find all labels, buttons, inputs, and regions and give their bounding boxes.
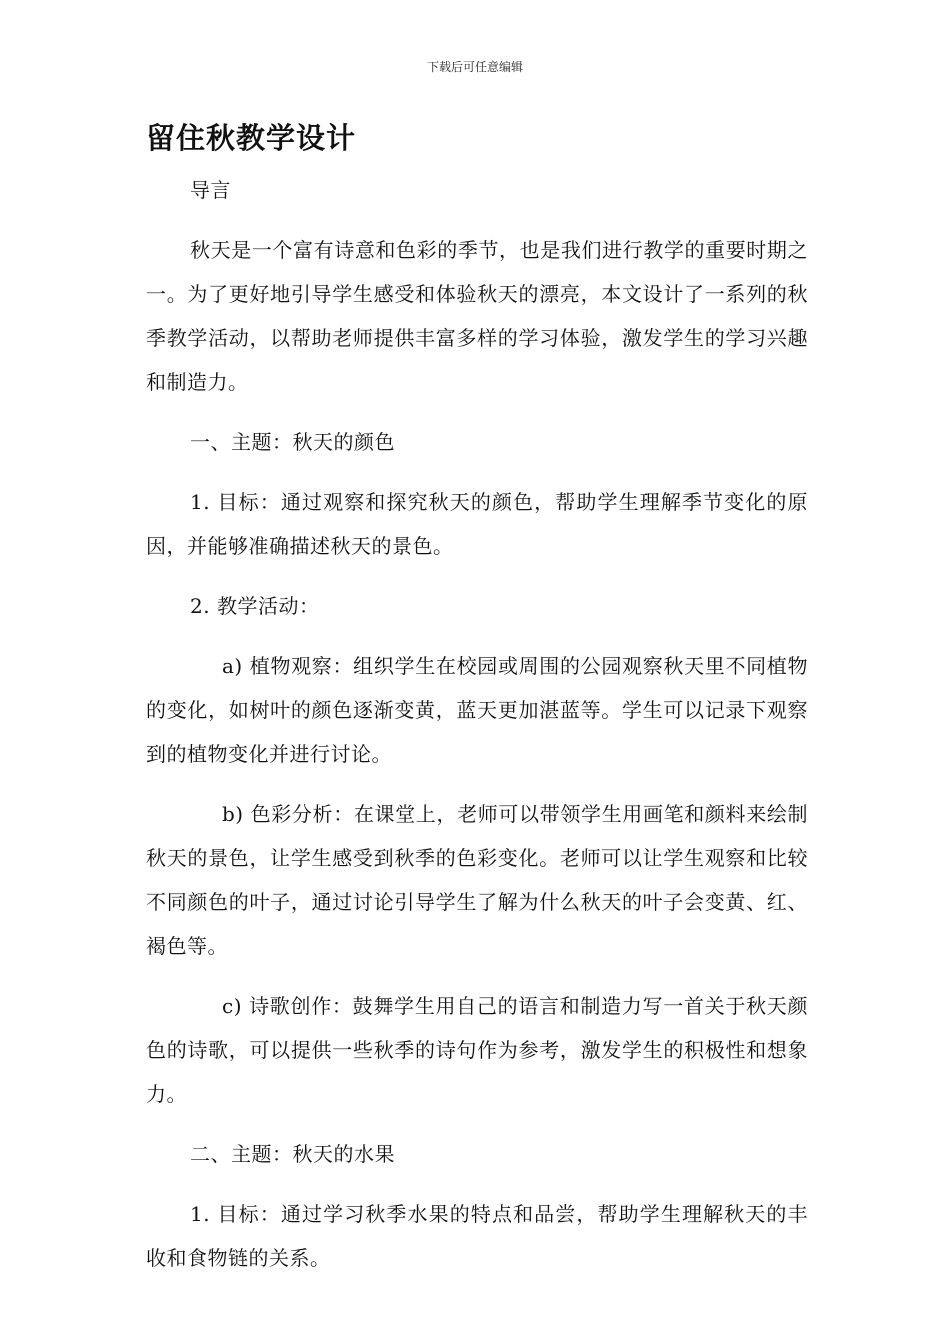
header-note: 下载后可任意编辑 <box>426 60 523 74</box>
paragraph-goal-colors: 1. 目标：通过观察和探究秋天的颜色，帮助学生理解季节变化的原因，并能够准确描述秋天的景色。 <box>146 490 808 558</box>
paragraph-activity-c: c) 诗歌创作：鼓舞学生用自己的语言和制造力写一首关于秋天颜色的诗歌，可以提供一些秋季的诗句作为参考，激发学生的积极性和想象力。 <box>146 994 808 1106</box>
paragraph-activity-b: b) 色彩分析：在课堂上，老师可以带领学生用画笔和颜料来绘制秋天的景色，让学生感受到秋季的色彩变化。老师可以让学生观察和比较不同颜色的叶子，通过讨论引导学生了解为什么秋天的叶子会变黄、红、褐色等。 <box>146 802 808 958</box>
paragraph-activities-heading: 2. 教学活动： <box>190 594 320 618</box>
section-heading-fruits: 二、主题：秋天的水果 <box>190 1142 395 1166</box>
paragraph-goal-fruits: 1. 目标：通过学习秋季水果的特点和品尝，帮助学生理解秋天的丰收和食物链的关系。 <box>146 1202 808 1270</box>
paragraph-intro-heading: 导言 <box>190 178 231 202</box>
paragraph-activity-a: a) 植物观察：组织学生在校园或周围的公园观察秋天里不同植物的变化，如树叶的颜色逐渐变黄，蓝天更加湛蓝等。学生可以记录下观察到的植物变化并进行讨论。 <box>146 654 808 766</box>
section-heading-colors: 一、主题：秋天的颜色 <box>190 430 395 454</box>
document-body <box>146 168 808 1296</box>
paragraph-intro: 秋天是一个富有诗意和色彩的季节，也是我们进行教学的重要时期之一。为了更好地引导学生感受和体验秋天的漂亮，本文设计了一系列的秋季教学活动，以帮助老师提供丰富多样的学习体验，激发学生的学习兴趣和制造力。 <box>146 238 808 394</box>
page-title: 留住秋教学设计 <box>146 121 357 155</box>
